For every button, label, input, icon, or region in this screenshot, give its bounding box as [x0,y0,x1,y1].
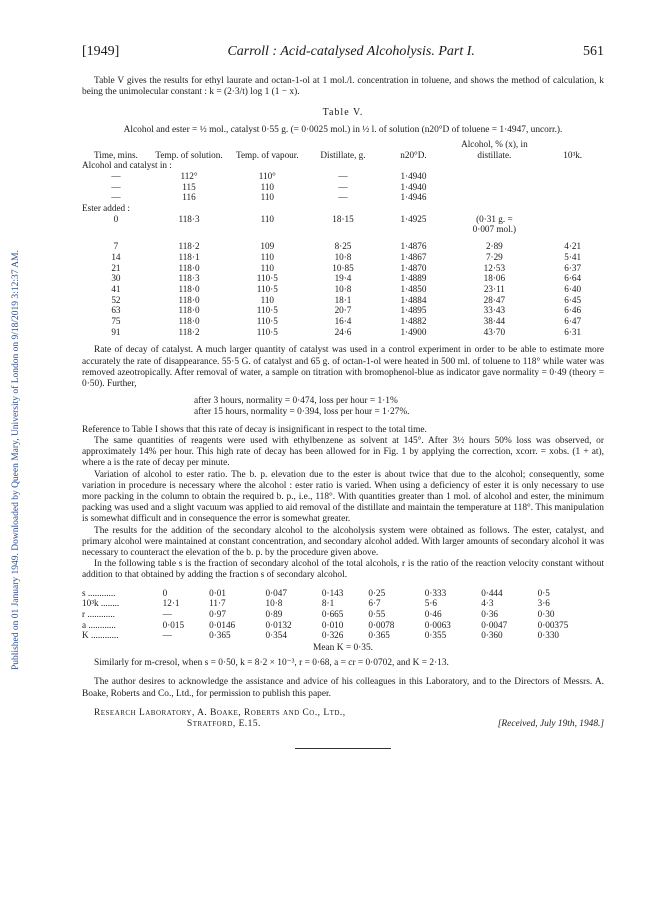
table-row: 7 118·2 109 8·25 1·4876 2·89 4·21 [113,241,582,252]
paragraph-variation: Variation of alcohol to ester ratio. The b. p. elevation due to the ester is about twice that due to the alcohol; consequently, some variation in procedure is necessary where the alcohol : ester ratio is varied. When using a deficiency of ester it is only necessary to use more packing in the column to obtain the required b. p., i.e., 118°. With quantities greater than 1 mol. of alcohol and ester, the minimum packing was used and a slight vacuum was applied to aid removal of the distillate and maintain the temperature at 118°. This manipulation is somewhat difficult and in consequence the error is somewhat greater. [82,469,604,525]
table-row: 41 118·0 110·5 10·8 1·4850 23·11 6·40 [111,283,582,294]
header-year: [1949] [82,44,120,59]
equation-15-hours: after 15 hours, normality = 0·394, loss per hour = 1·27%. [194,407,410,418]
running-header [82,44,604,60]
table-row: s ............ 0 0·01 0·047 0·143 0·25 0·333 0·444 0·5 [82,587,550,598]
table-row: 63 118·0 110·5 20·7 1·4895 33·43 6·46 [111,305,582,316]
author-address [82,708,604,730]
paragraph-ethylbenzene: The same quantities of reagents were used with ethylbenzene as solvent at 145°. After 3½ hours 50% loss was observed, or approximately 14% per hour. This high rate of decay has been allowed for in Fig. 1 by applying the correction, xcorr. = xobs. (1 + at), where a is the rate of decay per minute. [82,435,604,469]
column-header: n20°D. [400,149,427,160]
paragraph-results: The results for the addition of the secondary alcohol to the alcoholysis system were obtained as follows. The ester, catalyst, and primary alcohol were maintained at constant concentration, and secondary alcohol added. With larger amounts of secondary alcohol it was necessary to counteract the elevation of the b. p. by the procedure given above. [82,525,604,558]
address-line-2: Stratford, E.15. [187,719,261,730]
column-header: Temp. of vapour. [235,149,299,160]
paragraph-m-cresol: Similarly for m-cresol, when s = 0·50, k = 8·2 × 10⁻³, r = 0·68, a = cr = 0·0702, and K = 2·13. [94,658,449,669]
table-v-title: Table V. [322,107,364,119]
table-row: 10³k ........ 12·1 11·7 10·8 8·1 6·7 5·6 4·3 3·6 [82,598,550,609]
table-row: — 112° 110° — 1·4940 [111,170,427,181]
table-row: 75 118·0 110·5 16·4 1·4882 38·44 6·47 [111,316,582,327]
table-row: 0 118·3 110 18·15 1·4925 (0·31 g. = [113,213,513,224]
table-section-label: Ester added : [82,203,130,214]
column-header: Temp. of solution. [155,149,223,160]
paragraph-rate-of-decay: Rate of decay of catalyst. A much larger quantity of catalyst was used in a control experiment in order to be able to estimate more accurately the rate of disappearance. 55·5 G. of catalyst and 65 g. of octan-1-ol were heated in 500 ml. of toluene to 118° while water was removed azeotropically. After removal of water, a sample on titration with bromophenol-blue as indicator gave normality = 0·49 (theory = 0·50). Further, [82,345,604,390]
column-header: Time, mins. [94,149,138,160]
journal-page [82,44,604,749]
table-row: 52 118·0 110 18·1 1·4884 28·47 6·45 [111,294,582,305]
received-date: [Received, July 19th, 1948.] [497,719,604,730]
table-row: r ............ — 0·97 0·89 0·665 0·55 0·46 0·36 0·30 [82,608,555,619]
address-line-2-row [82,719,604,730]
table-v [82,139,604,338]
column-header: Distillate, g. [320,149,366,160]
intro-paragraph: Table V gives the results for ethyl laurate and octan-1-ol at 1 mol./l. concentration in toluene, and shows the method of calculation, k being the unimolecular constant : k = (2·3/t) log 1 (1 − x). [82,76,604,98]
table-row: 30 118·3 110·5 19·4 1·4889 18·06 6·64 [111,273,582,284]
table-v-caption: Alcohol and ester = ½ mol., catalyst 0·55 g. (= 0·0025 mol.) in ½ l. of solution (n20°D of toluene = 1·4947, uncorr.). [123,124,563,135]
table-row: — 115 110 — 1·4940 [111,181,427,192]
secondary-alcohol-table [82,588,604,642]
equation-3-hours: after 3 hours, normality = 0·474, loss per hour = 1·1% [194,396,398,407]
table-row-continuation: 0·007 mol.) [472,224,517,235]
table-v-header-row [82,139,604,160]
paragraph-reference: Reference to Table I shows that this rate of decay is insignificant in respect to the total time. [82,424,427,435]
header-page-number: 561 [582,44,604,59]
paragraph-acknowledgement: The author desires to acknowledge the assistance and advice of his colleagues in this Laboratory, and to the Directors of Messrs. A. Boake, Roberts and Co., Ltd., for permission to publish this paper. [82,677,604,699]
table-row: K ............ — 0·365 0·354 0·326 0·365 0·355 0·360 0·330 [82,630,560,641]
watermark-text: Published on 01 January 1949. Downloaded by Queen Mary, University of London on 9/18/2019 3:12:37 AM. [11,250,21,670]
table-row: a ............ 0·015 0·0146 0·0132 0·010 0·0078 0·0063 0·0047 0·00375 [82,619,569,630]
header-title: Carroll : Acid-catalysed Alcoholysis. Part I. [227,44,475,59]
table-row: 91 118·2 110·5 24·6 1·4900 43·70 6·31 [111,326,582,337]
end-rule [295,748,391,749]
address-line-1: Research Laboratory, A. Boake, Roberts and Co., Ltd., [94,707,346,718]
download-watermark [8,20,24,900]
mean-k: Mean K = 0·35. [313,643,373,654]
decay-equations [194,396,604,418]
table-section-label: Alcohol and catalyst in : [82,160,172,171]
table-row: 14 118·1 110 10·8 1·4867 7·29 5·41 [111,251,582,262]
column-header: 10³k. [563,149,583,160]
table-row: 21 118·0 110 10·85 1·4870 12·53 6·37 [111,262,582,273]
column-header: Alcohol, % (x), in distillate. [461,138,528,160]
table-row: — 116 110 — 1·4946 [111,192,427,203]
paragraph-following-table: In the following table s is the fraction of secondary alcohol of the total alcohols, r is the ratio of the reaction velocity constant without addition to that obtained by adding the fraction s of secondary alcohol. [82,559,604,581]
